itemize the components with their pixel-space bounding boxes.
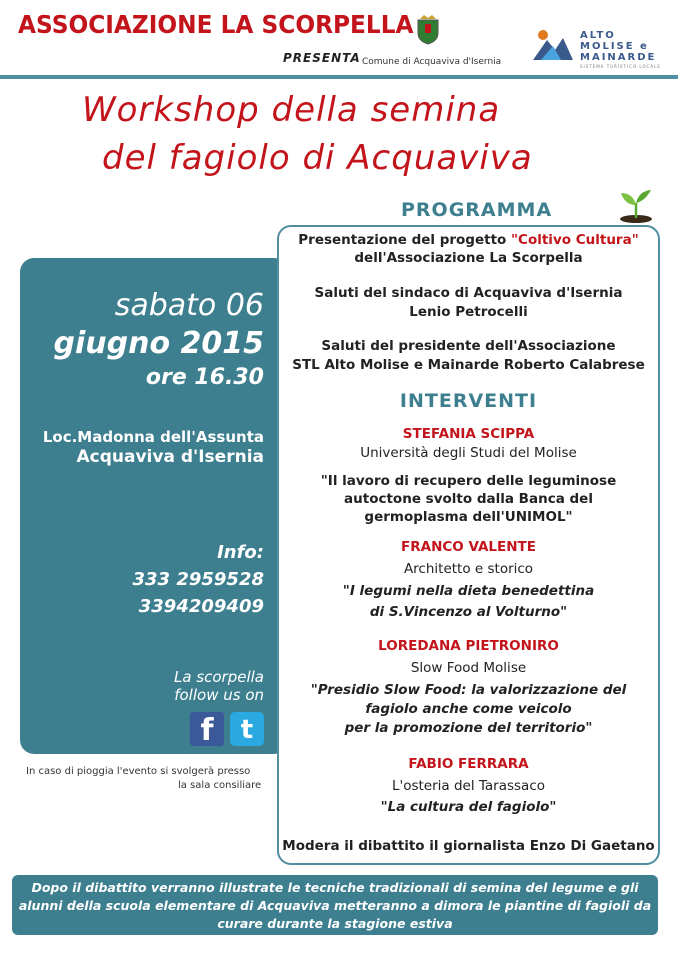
comune-crest-icon (416, 13, 440, 45)
speaker-talk-line: autoctone svolto dalla Banca del (344, 491, 593, 507)
speaker-role: Università degli Studi del Molise (360, 445, 577, 461)
speaker-talk-line: "Presidio Slow Food: la valorizzazione del (310, 682, 627, 698)
alto-molise-logo-line2: MOLISE e (580, 41, 649, 52)
footer-line3: curare durante la stagione estiva (217, 916, 453, 931)
association-logo-text: ASSOCIAZIONE LA SCORPELLA (18, 10, 414, 39)
sprout-icon (613, 187, 655, 223)
alto-molise-logo-line3: MAINARDE (580, 52, 657, 63)
event-time: ore 16.30 (145, 365, 264, 390)
moderator-line: Modera il dibattito il giornalista Enzo Di Gaetano (282, 838, 655, 854)
speaker-talk-line: per la promozione del territorio" (344, 720, 593, 736)
speaker-talk-line: "Il lavoro di recupero delle leguminose (320, 473, 617, 489)
programma-heading: PROGRAMMA (393, 199, 560, 221)
comune-label: Comune di Acquaviva d'Isernia (362, 57, 502, 67)
alto-molise-logo-sub: SISTEMA TURISTICO LOCALE (580, 64, 661, 69)
alto-molise-logo-line1: ALTO (580, 30, 616, 41)
speaker-name: STEFANIA SCIPPA (402, 426, 535, 442)
phone-number-2[interactable]: 3394209409 (138, 596, 264, 617)
social-label-line1: La scorpella (174, 668, 264, 686)
rain-note-line2: la sala consiliare (178, 780, 262, 791)
rain-note-line1: In caso di pioggia l'evento si svolgerà presso (26, 766, 251, 777)
facebook-icon[interactable]: f (190, 712, 224, 746)
program-item1-prefix: Presentazione del progetto (298, 232, 507, 248)
speaker-talk-line: "La cultura del fagiolo" (380, 799, 557, 815)
presenta-label: PRESENTA (283, 51, 361, 65)
phone-number-1[interactable]: 333 2959528 (132, 569, 264, 590)
speaker-role: Architetto e storico (403, 561, 534, 577)
footer-line2: alunni della scuola elementare di Acquaviva metteranno a dimora le piantine di fagioli da (18, 898, 652, 913)
program-item3-line1: Saluti del presidente dell'Associazione (321, 338, 616, 354)
interventi-heading: INTERVENTI (399, 390, 538, 412)
event-location-line2: Acquaviva d'Isernia (76, 447, 264, 467)
title-line1: Workshop della semina (82, 90, 501, 130)
program-item2-line1: Saluti del sindaco di Acquaviva d'Isernia (314, 285, 623, 301)
info-label: Info: (217, 542, 264, 563)
speaker-talk-line: fagiolo anche come veicolo (365, 701, 572, 717)
alto-molise-mountain-icon (533, 26, 573, 64)
header-divider (0, 75, 678, 79)
program-item3-line2: STL Alto Molise e Mainarde Roberto Calabrese (292, 357, 645, 373)
speaker-role: Slow Food Molise (410, 660, 527, 676)
program-item1-project: "Coltivo Cultura" (511, 232, 639, 248)
speaker-name: LOREDANA PIETRONIRO (378, 638, 559, 654)
speaker-talk-line: "I legumi nella dieta benedettina (342, 583, 595, 599)
footer-line1: Dopo il dibattito verranno illustrate le tecniche tradizionali di semina del legume e gli (31, 880, 639, 895)
speaker-talk-line: di S.Vincenzo al Volturno" (369, 604, 568, 620)
event-location-line1: Loc.Madonna dell'Assunta (42, 428, 264, 446)
twitter-icon[interactable]: t (230, 712, 264, 746)
social-label-line2: follow us on (174, 686, 264, 704)
program-item1-line1 (279, 232, 658, 248)
speaker-talk-line: germoplasma dell'UNIMOL" (364, 509, 573, 525)
speaker-name: FRANCO VALENTE (401, 539, 536, 555)
program-item1-line2: dell'Associazione La Scorpella (354, 250, 583, 266)
event-date-line2: giugno 2015 (53, 326, 264, 361)
title-line2: del fagiolo di Acquaviva (102, 138, 533, 178)
speaker-role: L'osteria del Tarassaco (391, 778, 546, 794)
program-item2-line2: Lenio Petrocelli (409, 304, 528, 320)
speaker-name: FABIO FERRARA (408, 756, 529, 772)
event-date-line1: sabato 06 (114, 288, 264, 323)
